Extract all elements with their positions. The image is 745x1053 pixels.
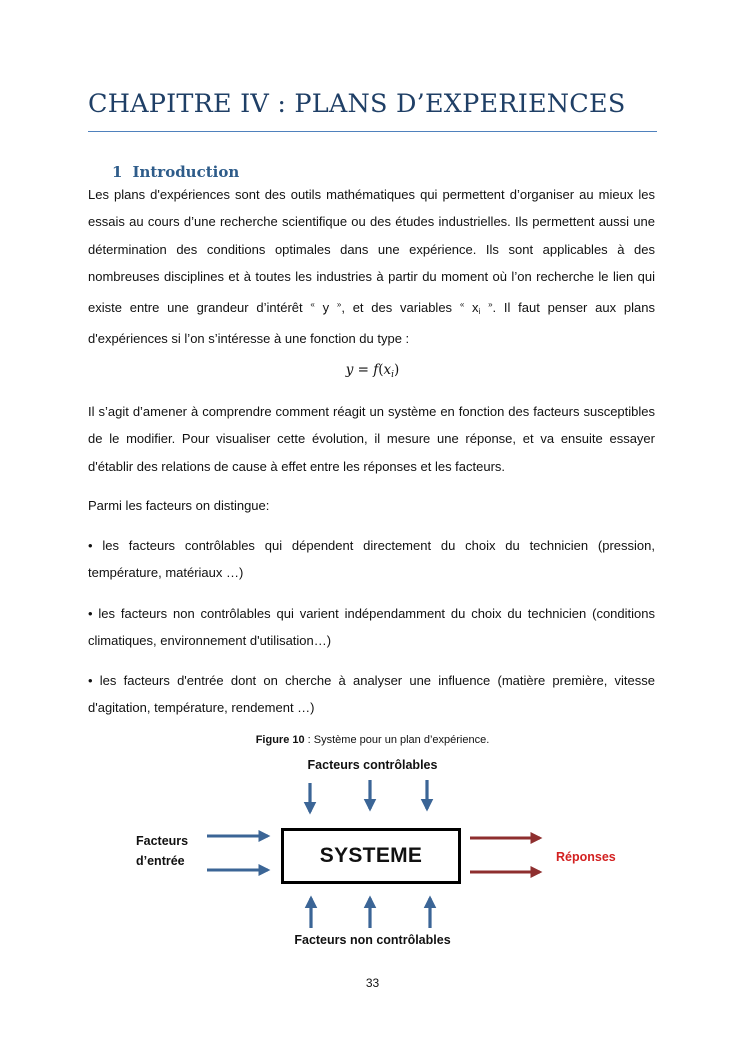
variable-y: y [322, 299, 330, 315]
section-heading [112, 163, 239, 181]
bullet-input: • les facteurs d'entrée dont on cherche à analyser une influence (matière première, vitesse d'agitation, température, rendement …) [88, 673, 655, 716]
figure-caption [0, 734, 745, 746]
intro-text: Les plans d'expériences sont des outils mathématiques qui permettent d’organiser au mieux les essais au cours d’une recherche scientifique ou des études industrielles. Ils permettent aussi une détermination des conditions optimales dans une expérience. Ils sont applicables à des nombreuses disciplines et à toutes les industries à partir du moment où l’on recherche le lien qui existe entre une grandeur d’intérêt [88, 187, 655, 315]
chapter-title: CHAPITRE IV : PLANS D’EXPERIENCES [88, 89, 626, 119]
quote-open: « [310, 299, 315, 309]
uncontrollable-factors-label: Facteurs non contrôlables [294, 933, 451, 947]
chapter-underline [88, 131, 657, 132]
bullet-uncontrollable: • les facteurs non contrôlables qui varient indépendamment du choix du technicien (conditions climatiques, environnement d'utilisation…) [88, 606, 655, 649]
variable-x-subscript: i [478, 306, 481, 316]
figure-caption-text: : Système pour un plan d’expérience. [304, 734, 490, 746]
system-paragraph: Il s’agit d’amener à comprendre comment réagit un système en fonction des facteurs susceptibles de le modifier. Pour visualiser cette évolution, il mesure une réponse, et va ensuite essayer d'établir des relations de cause à effet entre les réponses et les facteurs. [88, 404, 655, 474]
bullet-controllable: • les facteurs contrôlables qui dépendent directement du choix du technicien (pression, température, matériaux …) [88, 538, 655, 581]
formula-function: f [373, 362, 379, 378]
controllable-factors-label: Facteurs contrôlables [307, 758, 438, 772]
system-box: SYSTEME [281, 828, 461, 884]
figure-label: Figure 10 [255, 734, 305, 746]
quote-close: » [488, 299, 493, 309]
factors-intro: Parmi les facteurs on distingue: [88, 498, 270, 513]
input-factors-label-line2: d’entrée [136, 854, 185, 868]
intro-paragraph [88, 181, 655, 352]
page-number: 33 [365, 976, 380, 990]
formula-lhs: y [345, 362, 354, 378]
section-title: Introduction [132, 163, 240, 181]
formula-equals: = [353, 362, 374, 378]
section-number: 1 [112, 163, 123, 181]
formula [0, 362, 745, 380]
responses-label: Réponses [556, 850, 616, 864]
intro-text-mid: , et des variables [341, 299, 453, 315]
formula-paren-open: ( [378, 362, 384, 378]
input-factors-label-line1: Facteurs [136, 834, 189, 848]
formula-variable: x [383, 362, 392, 378]
quote-open: « [459, 299, 465, 309]
variable-x: x [472, 299, 479, 315]
formula-paren-close: ) [394, 362, 400, 378]
formula-subscript: i [391, 370, 395, 380]
quote-close: » [336, 299, 342, 309]
intro-text-end: . Il faut penser aux plans d'expériences si l’on s’intéresse à une fonction du type : [88, 299, 655, 347]
